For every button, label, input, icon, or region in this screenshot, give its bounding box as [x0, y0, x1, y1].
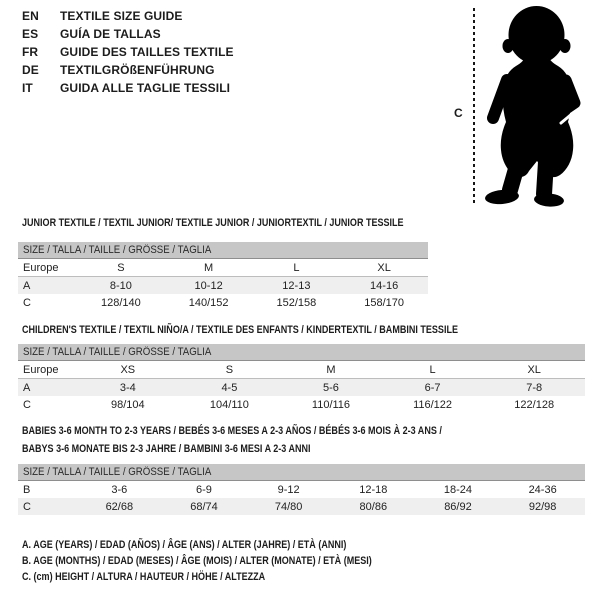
language-code: FR [22, 45, 39, 59]
language-guide [22, 7, 234, 97]
size-value-cell: 24-36 [528, 483, 557, 496]
measure-label-c: C [454, 106, 463, 120]
row-label-cell: A [18, 277, 77, 295]
row-label-cell: C [23, 296, 31, 309]
size-value-cell: 62/68 [77, 498, 162, 515]
language-row-es [22, 25, 234, 43]
table-row-age [18, 379, 585, 397]
row-label-cell: C [18, 498, 77, 515]
language-row-en [22, 7, 234, 25]
junior-table-title-text: JUNIOR TEXTILE / TEXTIL JUNIOR/ TEXTILE JUNIOR / JUNIORTEXTIL / JUNIOR TESSILE [22, 217, 404, 229]
size-value-cell: 104/110 [209, 398, 249, 411]
size-value-cell: 3-6 [111, 483, 128, 496]
childrens-table-title-text: CHILDREN'S TEXTILE / TEXTIL NIÑO/A / TEXTILE DES ENFANTS / KINDERTEXTIL / BAMBINI TESSILE [22, 324, 458, 336]
size-value-cell: 5-6 [280, 379, 382, 397]
size-table-header-text: SIZE / TALLA / TAILLE / GRÖSSE / TAGLIA [23, 466, 212, 478]
row-label-cell: A [18, 379, 77, 397]
childrens-size-table [18, 344, 585, 413]
size-value-cell: M [165, 259, 253, 277]
language-label: GUIDA ALLE TAGLIE TESSILI [60, 81, 231, 95]
table-row-age-months [18, 481, 585, 498]
size-value-cell: 10-12 [165, 277, 253, 295]
size-value-cell: 158/170 [364, 296, 404, 309]
size-value-cell: L [382, 361, 484, 379]
table-row-age [18, 277, 428, 295]
babies-table-title [22, 422, 534, 458]
row-label-cell: C [23, 398, 31, 411]
footnote-c-text: C. (cm) HEIGHT / ALTURA / HAUTEUR / HÖHE / ALTEZZA [22, 571, 266, 583]
footnote-a [22, 537, 449, 553]
footnote-b-text: B. AGE (MONTHS) / EDAD (MESES) / ÂGE (MOIS) / ALTER (MONATE) / ETÀ (MESI) [22, 555, 372, 567]
language-row-fr [22, 43, 234, 61]
size-value-cell: 4-5 [179, 379, 281, 397]
size-value-cell: 3-4 [77, 379, 179, 397]
language-code: ES [22, 27, 39, 41]
size-value-cell: 92/98 [500, 498, 585, 515]
junior-table-title [22, 214, 487, 232]
language-label: GUÍA DE TALLAS [60, 27, 161, 41]
childrens-table-title [22, 321, 554, 339]
size-value-cell: 116/122 [413, 398, 453, 411]
footnote-c [22, 569, 449, 585]
language-row-it [22, 79, 234, 97]
babies-table-title-line1: BABIES 3-6 MONTH TO 2-3 YEARS / BEBÉS 3-6 MESES A 2-3 AÑOS / BÉBÉS 3-6 MOIS À 2-3 ANS / [22, 425, 442, 437]
size-value-cell: 86/92 [416, 498, 501, 515]
row-label-cell: Europe [18, 361, 77, 379]
table-row-europe [18, 361, 585, 379]
size-table-header [18, 344, 585, 361]
language-label: TEXTILGRÖßENFÜHRUNG [60, 63, 215, 77]
language-label: GUIDE DES TAILLES TEXTILE [60, 45, 234, 59]
babies-table-title-line2: BABYS 3-6 MONATE BIS 2-3 JAHRE / BAMBINI 3-6 MESI A 2-3 ANNI [22, 443, 311, 455]
size-value-cell: 74/80 [246, 498, 331, 515]
language-code: IT [22, 81, 33, 95]
size-value-cell: 80/86 [331, 498, 416, 515]
size-value-cell: S [77, 259, 165, 277]
size-value-cell: L [253, 259, 341, 277]
row-label-cell: B [23, 483, 31, 496]
size-value-cell: 122/128 [514, 398, 555, 411]
size-value-cell: 18-24 [443, 483, 473, 496]
size-value-cell: 68/74 [162, 498, 247, 515]
size-value-cell: 6-9 [196, 483, 212, 496]
size-value-cell: 6-7 [382, 379, 484, 397]
size-value-cell: 7-8 [483, 379, 585, 397]
size-value-cell: S [179, 361, 281, 379]
toddler-silhouette-icon [482, 4, 592, 207]
size-value-cell: 9-12 [277, 483, 300, 496]
junior-size-table [18, 242, 428, 311]
language-row-de [22, 61, 234, 79]
row-label-cell: Europe [18, 259, 77, 277]
size-value-cell: 12-13 [253, 277, 341, 295]
babies-size-table [18, 464, 585, 515]
language-label: TEXTILE SIZE GUIDE [60, 9, 183, 23]
table-row-europe [18, 259, 428, 277]
size-table-header [18, 242, 428, 259]
footnote-a-text: A. AGE (YEARS) / EDAD (AÑOS) / ÂGE (ANS) / ALTER (JAHRE) / ETÀ (ANNI) [22, 539, 347, 551]
height-measure-line [473, 8, 475, 206]
footnotes [22, 537, 449, 585]
size-table-header-text: SIZE / TALLA / TAILLE / GRÖSSE / TAGLIA [23, 346, 212, 358]
table-row-height [18, 396, 585, 413]
size-value-cell: 12-18 [359, 483, 388, 496]
size-value-cell: 14-16 [340, 277, 428, 295]
language-code: EN [22, 9, 39, 23]
size-value-cell: XS [77, 361, 179, 379]
size-value-cell: XL [340, 259, 428, 277]
size-value-cell: 98/104 [110, 398, 145, 411]
size-table-header [18, 464, 585, 481]
size-table-header-text: SIZE / TALLA / TAILLE / GRÖSSE / TAGLIA [23, 244, 212, 256]
footnote-b [22, 553, 449, 569]
size-value-cell: 110/116 [311, 398, 351, 411]
size-value-cell: 8-10 [77, 277, 165, 295]
size-value-cell: 140/152 [188, 296, 229, 309]
size-value-cell: M [280, 361, 382, 379]
language-code: DE [22, 63, 39, 77]
size-value-cell: 128/140 [100, 296, 141, 309]
size-value-cell: 152/158 [276, 296, 317, 309]
table-row-height [18, 294, 428, 311]
size-value-cell: XL [483, 361, 585, 379]
table-row-height [18, 498, 585, 515]
